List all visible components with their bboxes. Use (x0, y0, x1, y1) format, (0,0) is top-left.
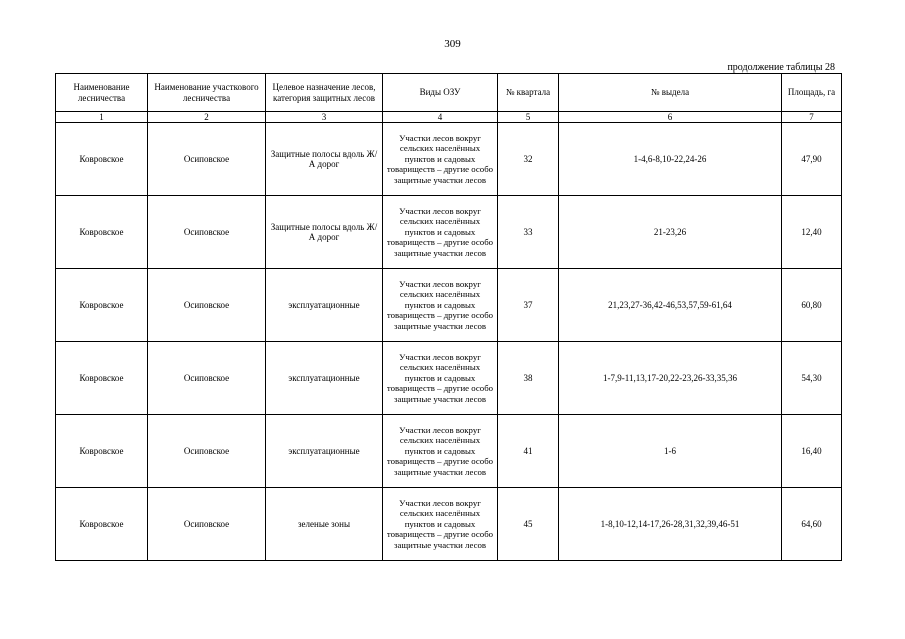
header-purpose: Целевое назначение лесов, категория защитных лесов (266, 74, 383, 112)
cell-forestry: Ковровское (56, 269, 148, 342)
table-row (56, 415, 842, 488)
cell-plots: 1-6 (559, 415, 782, 488)
column-number: 6 (559, 112, 782, 123)
cell-area: 64,60 (782, 488, 842, 561)
cell-purpose: эксплуатационные (266, 415, 383, 488)
cell-purpose: зеленые зоны (266, 488, 383, 561)
cell-purpose: Защитные полосы вдоль Ж/А дорог (266, 196, 383, 269)
forest-plots-table (55, 73, 842, 561)
cell-purpose: эксплуатационные (266, 269, 383, 342)
cell-plots: 1-7,9-11,13,17-20,22-23,26-33,35,36 (559, 342, 782, 415)
cell-purpose: Защитные полосы вдоль Ж/А дорог (266, 123, 383, 196)
cell-ozu: Участки лесов вокруг сельских населённых пунктов и садовых товариществ – другие особо защитные участки лесов (383, 269, 498, 342)
cell-quarter: 32 (498, 123, 559, 196)
header-area: Площадь, га (782, 74, 842, 112)
header-quarter: № квартала (498, 74, 559, 112)
cell-area: 54,30 (782, 342, 842, 415)
cell-plots: 21-23,26 (559, 196, 782, 269)
cell-district: Осиповское (148, 342, 266, 415)
cell-area: 12,40 (782, 196, 842, 269)
cell-quarter: 37 (498, 269, 559, 342)
cell-area: 60,80 (782, 269, 842, 342)
table-row (56, 342, 842, 415)
cell-plots: 1-8,10-12,14-17,26-28,31,32,39,46-51 (559, 488, 782, 561)
cell-forestry: Ковровское (56, 415, 148, 488)
cell-purpose: эксплуатационные (266, 342, 383, 415)
column-number: 4 (383, 112, 498, 123)
cell-ozu: Участки лесов вокруг сельских населённых пунктов и садовых товариществ – другие особо защитные участки лесов (383, 196, 498, 269)
cell-forestry: Ковровское (56, 488, 148, 561)
cell-district: Осиповское (148, 269, 266, 342)
cell-plots: 21,23,27-36,42-46,53,57,59-61,64 (559, 269, 782, 342)
header-plots: № выдела (559, 74, 782, 112)
table-continuation-label: продолжение таблицы 28 (727, 62, 835, 73)
header-forestry: Наименование лесничества (56, 74, 148, 112)
header-ozu: Виды ОЗУ (383, 74, 498, 112)
cell-quarter: 33 (498, 196, 559, 269)
column-number: 1 (56, 112, 148, 123)
cell-district: Осиповское (148, 123, 266, 196)
cell-ozu: Участки лесов вокруг сельских населённых пунктов и садовых товариществ – другие особо защитные участки лесов (383, 488, 498, 561)
cell-forestry: Ковровское (56, 123, 148, 196)
cell-area: 16,40 (782, 415, 842, 488)
cell-forestry: Ковровское (56, 196, 148, 269)
cell-quarter: 45 (498, 488, 559, 561)
table-row (56, 123, 842, 196)
cell-ozu: Участки лесов вокруг сельских населённых пунктов и садовых товариществ – другие особо защитные участки лесов (383, 415, 498, 488)
cell-ozu: Участки лесов вокруг сельских населённых пунктов и садовых товариществ – другие особо защитные участки лесов (383, 123, 498, 196)
column-number: 3 (266, 112, 383, 123)
table-row (56, 269, 842, 342)
table-row (56, 488, 842, 561)
column-number-row (56, 112, 842, 123)
column-number: 7 (782, 112, 842, 123)
cell-plots: 1-4,6-8,10-22,24-26 (559, 123, 782, 196)
cell-district: Осиповское (148, 488, 266, 561)
table-header-row (56, 74, 842, 112)
page-number: 309 (444, 38, 461, 50)
cell-district: Осиповское (148, 415, 266, 488)
column-number: 5 (498, 112, 559, 123)
column-number: 2 (148, 112, 266, 123)
cell-quarter: 41 (498, 415, 559, 488)
table-row (56, 196, 842, 269)
cell-ozu: Участки лесов вокруг сельских населённых пунктов и садовых товариществ – другие особо защитные участки лесов (383, 342, 498, 415)
cell-quarter: 38 (498, 342, 559, 415)
cell-district: Осиповское (148, 196, 266, 269)
cell-forestry: Ковровское (56, 342, 148, 415)
cell-area: 47,90 (782, 123, 842, 196)
header-district: Наименование участкового лесничества (148, 74, 266, 112)
